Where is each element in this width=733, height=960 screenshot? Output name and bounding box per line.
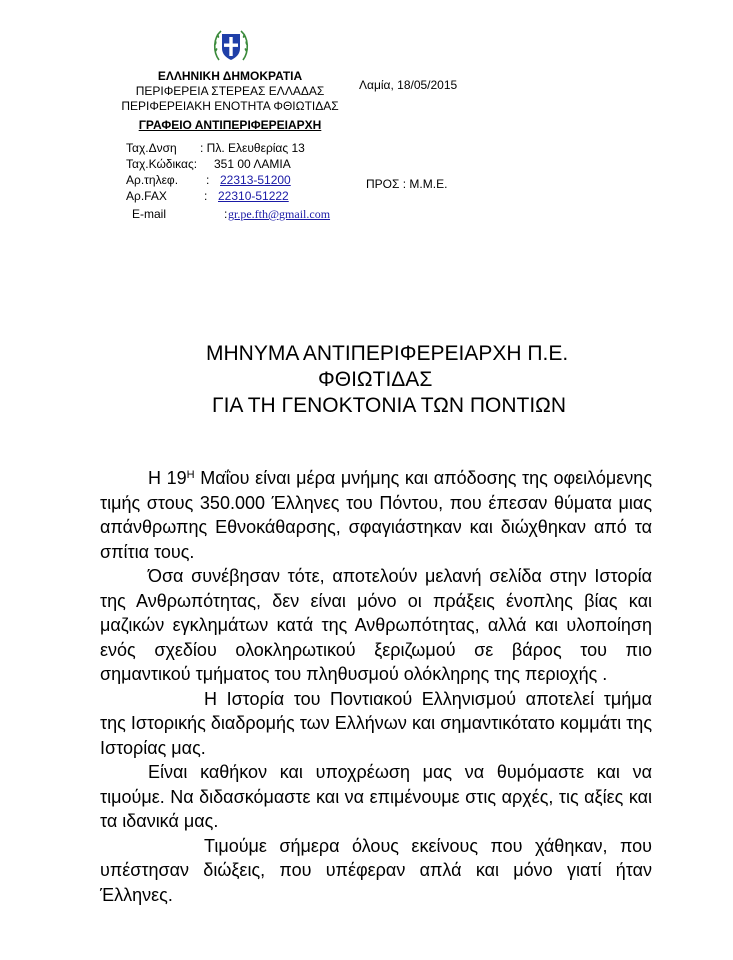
title-line-2: ΦΘΙΩΤΙΔΑΣ bbox=[318, 368, 433, 391]
header-unit: ΠΕΡΙΦΕΡΕΙΑΚΗ ΕΝΟΤΗΤΑ ΦΘΙΩΤΙΔΑΣ bbox=[121, 99, 339, 113]
paragraph-1-start: Η 19 bbox=[148, 468, 187, 488]
contact-block bbox=[126, 140, 366, 230]
paragraph-5: Τιμούμε σήμερα όλους εκείνους που χάθηκαν, που υπέστησαν διώξεις, που υπέφεραν απλά και μόνο γιατί ήταν Έλληνες. bbox=[100, 835, 652, 905]
header-office: ΓΡΑΦΕΙΟ ΑΝΤΙΠΕΡΙΦΕΡΕΙΑΡΧΗ bbox=[138, 118, 322, 132]
paragraph-4: Είναι καθήκον και υποχρέωση μας να θυμόμαστε και να τιμούμε. Να διδασκόμαστε και να επιμένουμε στις αρχές, τις αξίες και τα ιδανικά μας. bbox=[100, 762, 652, 831]
recipient: ΠΡΟΣ : Μ.Μ.Ε. bbox=[366, 177, 448, 191]
paragraph-1-rest: Μαΐου είναι μέρα μνήμης και απόδοσης της οφειλόμενης τιμής στους 350.000 Έλληνες του Πόντου, που έπεσαν θύματα μιας απάνθρωπης Εθνοκάθαρσης, σφαγιάστηκαν και διώχθηκαν από τα σπίτια τους. bbox=[100, 468, 652, 562]
phone-separator: : bbox=[206, 173, 210, 187]
message-body bbox=[100, 466, 652, 907]
fax-link[interactable]: 22310-51222 bbox=[218, 189, 289, 203]
phone-label: Αρ.τηλεφ. bbox=[126, 173, 179, 187]
paragraph-3: Η Ιστορία του Ποντιακού Ελληνισμού αποτελεί τμήμα της Ιστορικής διαδρομής των Ελλήνων και σημαντικότατο κομμάτι της Ιστορίας μας. bbox=[100, 688, 652, 758]
header-state: ΕΛΛΗΝΙΚΗ ΔΗΜΟΚΡΑΤΙΑ bbox=[157, 69, 303, 83]
paragraph-1-superscript: Η bbox=[186, 469, 195, 481]
date-line: Λαμία, 18/05/2015 bbox=[359, 78, 458, 92]
address-value: : Πλ. Ελευθερίας 13 bbox=[200, 141, 305, 155]
email-link[interactable]: gr.pe.fth@gmail.com bbox=[228, 207, 331, 221]
paragraph-2: Όσα συνέβησαν τότε, αποτελούν μελανή σελίδα στην Ιστορία της Ανθρωπότητας, δεν είναι μόνο οι πράξεις ένοπλης βίας και μαζικών εγκλημάτων κατά της Ανθρωπότητας, αλλά και υλοποίηση ενός σχεδίου ολοκληρωτικού ξεριζωμού σε βάρος του πιο σημαντικού τμήματος του πληθυσμού ολόκληρης της περιοχής . bbox=[100, 566, 652, 684]
fax-row bbox=[126, 188, 366, 204]
phone-link[interactable]: 22313-51200 bbox=[220, 173, 291, 187]
address-row bbox=[126, 140, 366, 156]
address-label: Ταχ.Δνση bbox=[126, 141, 177, 155]
email-separator: : bbox=[224, 207, 228, 221]
title-line-3: ΓΙΑ ΤΗ ΓΕΝΟΚΤΟΝΙΑ ΤΩΝ ΠΟΝΤΙΩΝ bbox=[212, 394, 567, 417]
email-row bbox=[126, 206, 366, 222]
postal-row bbox=[126, 156, 366, 172]
paragraph-1 bbox=[100, 466, 652, 564]
email-label: E-mail bbox=[132, 207, 167, 221]
postal-value: 351 00 ΛΑΜΙΑ bbox=[214, 157, 291, 171]
header-region: ΠΕΡΙΦΕΡΕΙΑ ΣΤΕΡΕΑΣ ΕΛΛΑΔΑΣ bbox=[135, 84, 325, 98]
greek-state-emblem-icon bbox=[211, 26, 251, 66]
fax-label: Αρ.FAX bbox=[126, 189, 167, 203]
postal-label: Ταχ.Κώδικας: bbox=[126, 157, 198, 171]
fax-separator: : bbox=[204, 189, 208, 203]
phone-row bbox=[126, 172, 366, 188]
title-line-1: ΜΗΝΥΜΑ ΑΝΤΙΠΕΡΙΦΕΡΕΙΑΡΧΗ Π.Ε. bbox=[206, 342, 569, 365]
